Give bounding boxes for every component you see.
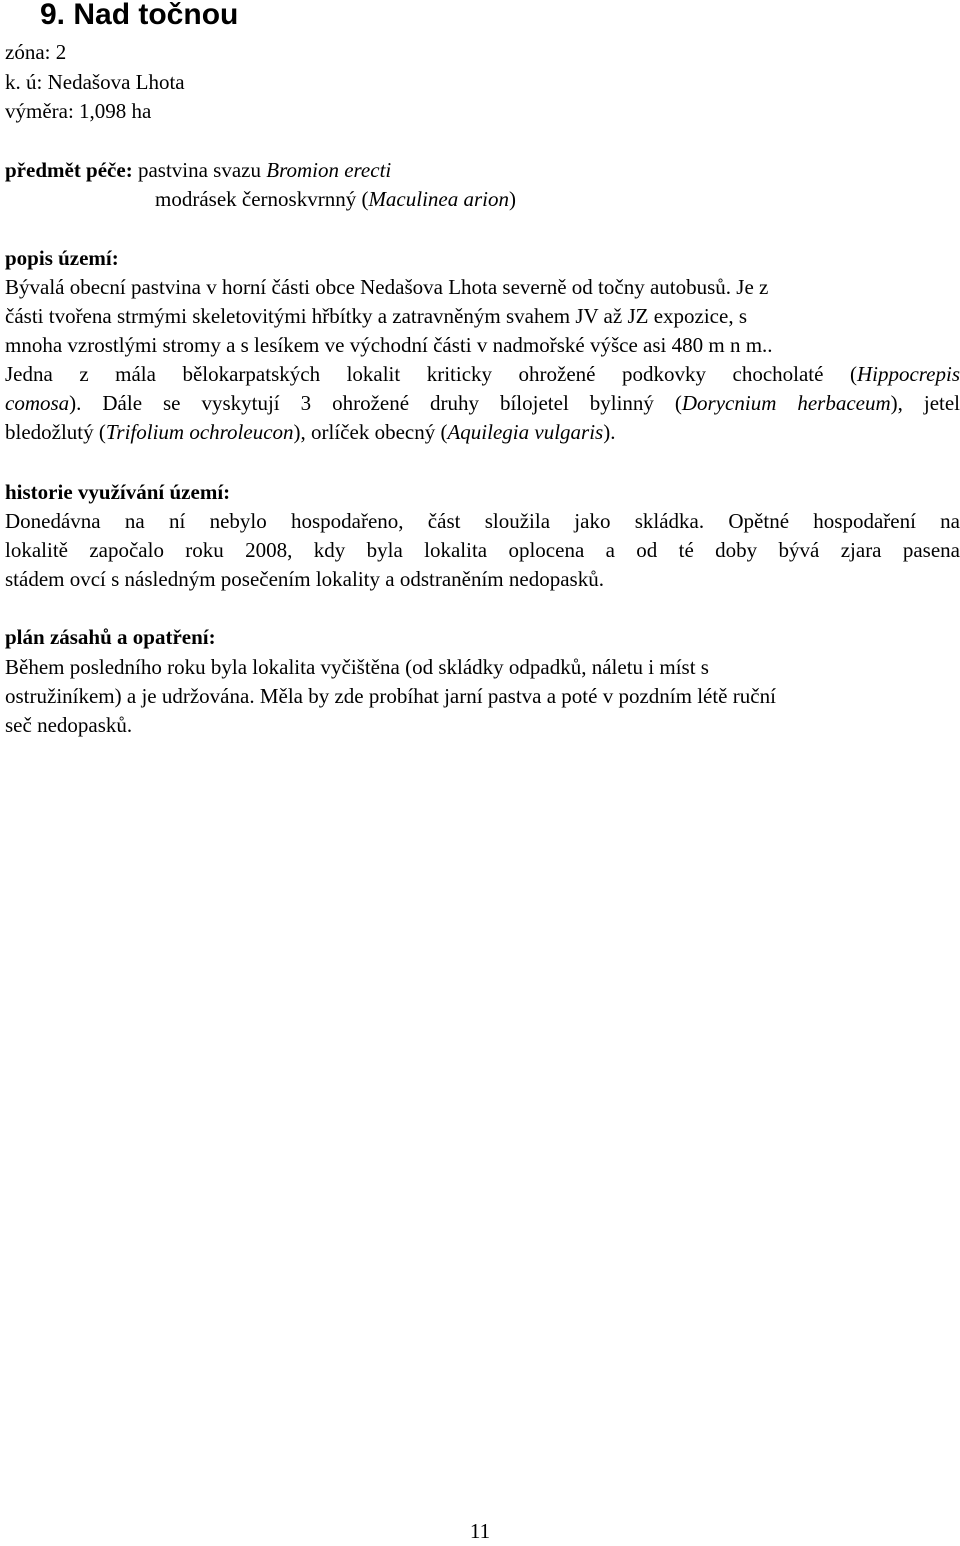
description-label: popis území:: [5, 246, 119, 270]
subject-line-1: [5, 156, 391, 185]
zone: zóna: 2: [5, 40, 67, 64]
description-block: [5, 360, 960, 447]
plan-line-3: seč nedopasků.: [5, 713, 133, 737]
description-line-4: [5, 360, 960, 389]
description-text-4: Jedna z mála bělokarpatských lokalit kriticky ohrožené podkovky chocholaté (: [5, 362, 857, 386]
description-text-5: ). Dále se vyskytují 3 ohrožené druhy bílojetel bylinný (: [69, 391, 682, 415]
area: výměra: 1,098 ha: [5, 99, 152, 123]
plan-label: plán zásahů a opatření:: [5, 625, 216, 649]
page-number: 11: [469, 1519, 491, 1543]
subject-text-1: pastvina svazu: [132, 158, 267, 182]
description-species-dorycnium: Dorycnium herbaceum: [681, 391, 891, 415]
history-label: historie využívání území:: [5, 480, 231, 504]
description-line-2: části tvořena strmými skeletovitými hřbítky a zatravněným svahem JV až JZ expozice, s: [5, 304, 747, 328]
subject-text-2-end: ): [509, 187, 516, 211]
description-line-6: [5, 418, 960, 447]
subject-label: předmět péče:: [5, 158, 133, 182]
plan-line-2: ostružiníkem) a je udržována. Měla by zde probíhat jarní pastva a poté v pozdním létě ruční: [5, 684, 776, 708]
subject-line-2: [155, 185, 516, 214]
description-line-1: Bývalá obecní pastvina v horní části obce Nedašova Lhota severně od točny autobusů. Je z: [5, 275, 769, 299]
description-text-6-end: ).: [603, 420, 616, 444]
plan-line-1: Během posledního roku byla lokalita vyčištěna (od skládky odpadků, náletu i míst s: [5, 655, 709, 679]
history-line-1: Donedávna na ní nebylo hospodařeno, část sloužila jako skládka. Opětné hospodaření na: [5, 509, 960, 533]
description-species-comosa: comosa: [5, 391, 70, 415]
description-line-3: mnoha vzrostlými stromy a s lesíkem ve východní části v nadmořské výšce asi 480 m n m..: [5, 333, 773, 357]
description-text-6: bledožlutý (: [5, 420, 106, 444]
cadastre: k. ú: Nedašova Lhota: [5, 70, 185, 94]
history-line-2: lokalitě započalo roku 2008, kdy byla lokalita oplocena a od té doby bývá zjara pasena: [5, 538, 960, 562]
description-species-trifolium: Trifolium ochroleucon: [105, 420, 294, 444]
history-line-3: stádem ovcí s následným posečením lokality a odstraněním nedopasků.: [5, 567, 604, 591]
description-species-aquilegia: Aquilegia vulgaris: [447, 420, 604, 444]
subject-species-2: Maculinea arion: [368, 187, 509, 211]
subject-text-2: modrásek černoskvrnný (: [155, 187, 369, 211]
page-title: 9. Nad točnou: [40, 0, 239, 31]
history-block: [5, 507, 960, 594]
description-species-hippocrepis: Hippocrepis: [856, 362, 960, 386]
subject-species-1: Bromion erecti: [266, 158, 392, 182]
description-text-6b: ), orlíček obecný (: [293, 420, 448, 444]
description-text-5-end: ), jetel: [890, 391, 960, 415]
description-line-5: [5, 389, 960, 418]
